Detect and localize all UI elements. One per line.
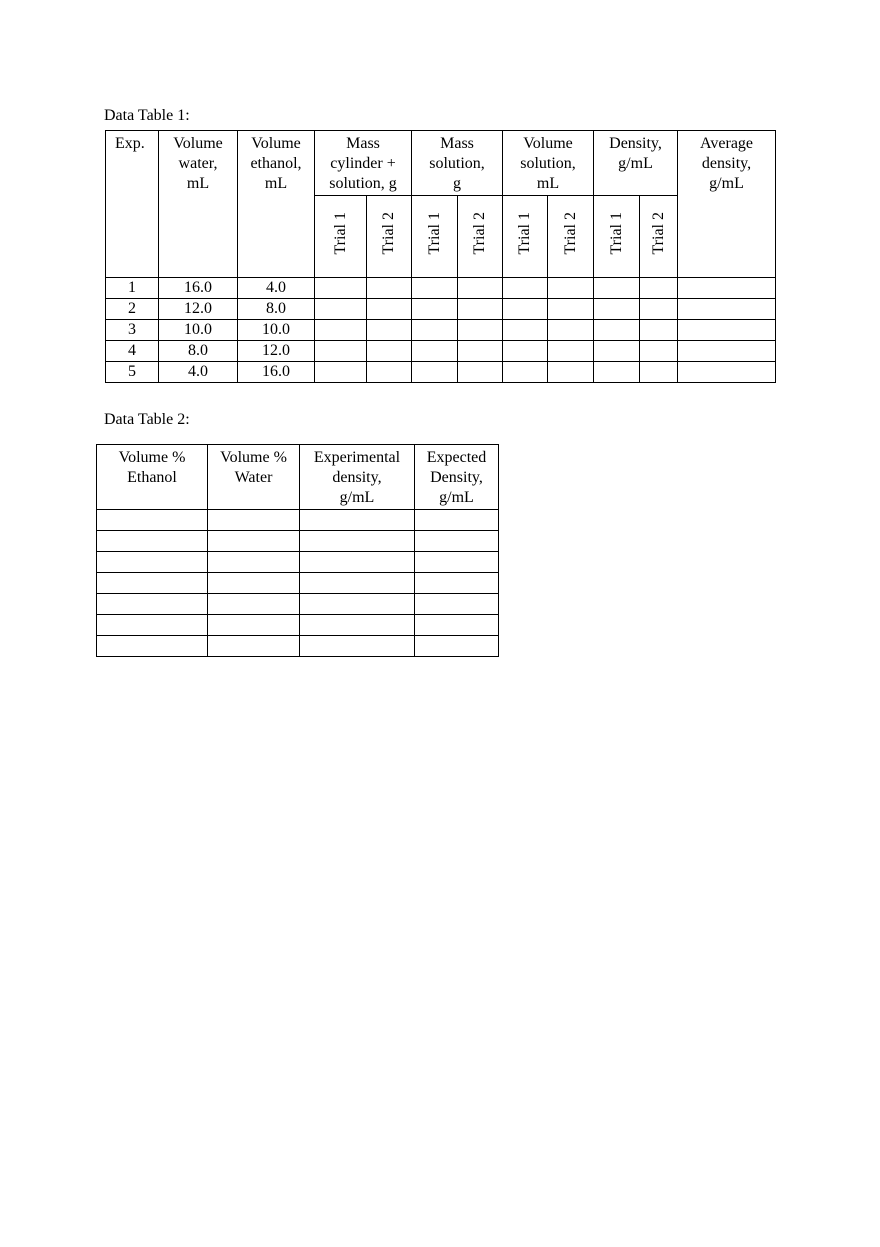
header-volume-water: Volume water, mL: [159, 131, 238, 278]
blank-cell[interactable]: [208, 552, 300, 573]
header-experimental-density: Experimental density, g/mL: [300, 445, 415, 510]
water-cell: 10.0: [159, 320, 238, 341]
blank-cell[interactable]: [678, 341, 776, 362]
trial-1-label: Trial 1: [594, 196, 640, 278]
blank-cell[interactable]: [412, 320, 458, 341]
blank-cell[interactable]: [678, 278, 776, 299]
header-mass-solution: Mass solution, g: [412, 131, 503, 196]
blank-cell[interactable]: [640, 341, 678, 362]
trial-2-label: Trial 2: [548, 196, 594, 278]
blank-cell[interactable]: [640, 299, 678, 320]
header-mass-cylinder-solution: Mass cylinder + solution, g: [315, 131, 412, 196]
blank-cell[interactable]: [415, 636, 499, 657]
blank-cell[interactable]: [300, 615, 415, 636]
table-row: [106, 278, 776, 299]
blank-cell[interactable]: [97, 510, 208, 531]
exp-cell: 1: [106, 278, 159, 299]
blank-cell[interactable]: [367, 278, 412, 299]
blank-cell[interactable]: [548, 278, 594, 299]
table-row: [97, 573, 499, 594]
data-table-2: [96, 444, 499, 657]
blank-cell[interactable]: [300, 573, 415, 594]
table1-caption: Data Table 1:: [104, 107, 190, 124]
blank-cell[interactable]: [315, 320, 367, 341]
blank-cell[interactable]: [208, 594, 300, 615]
water-cell: 16.0: [159, 278, 238, 299]
water-cell: 4.0: [159, 362, 238, 383]
blank-cell[interactable]: [97, 531, 208, 552]
blank-cell[interactable]: [208, 531, 300, 552]
table-row: [106, 299, 776, 320]
header-volume-ethanol: Volume ethanol, mL: [238, 131, 315, 278]
blank-cell[interactable]: [548, 362, 594, 383]
trial-2-label: Trial 2: [458, 196, 503, 278]
blank-cell[interactable]: [97, 636, 208, 657]
trial-1-label: Trial 1: [315, 196, 367, 278]
blank-cell[interactable]: [640, 320, 678, 341]
blank-cell[interactable]: [415, 594, 499, 615]
blank-cell[interactable]: [503, 278, 548, 299]
blank-cell[interactable]: [97, 552, 208, 573]
header-exp: Exp.: [106, 131, 159, 278]
data-table-1: [105, 130, 776, 383]
blank-cell[interactable]: [412, 278, 458, 299]
ethanol-cell: 12.0: [238, 341, 315, 362]
blank-cell[interactable]: [300, 552, 415, 573]
blank-cell[interactable]: [594, 278, 640, 299]
table2-caption: Data Table 2:: [104, 411, 190, 428]
blank-cell[interactable]: [412, 362, 458, 383]
blank-cell[interactable]: [678, 320, 776, 341]
blank-cell[interactable]: [300, 510, 415, 531]
blank-cell[interactable]: [503, 299, 548, 320]
trial-2-label: Trial 2: [367, 196, 412, 278]
table-row: [106, 341, 776, 362]
table-row: [97, 594, 499, 615]
trial-2-label: Trial 2: [640, 196, 678, 278]
blank-cell[interactable]: [300, 594, 415, 615]
blank-cell[interactable]: [315, 362, 367, 383]
blank-cell[interactable]: [415, 615, 499, 636]
trial-1-label: Trial 1: [412, 196, 458, 278]
table-row: [106, 320, 776, 341]
header-volume-solution: Volume solution, mL: [503, 131, 594, 196]
table-row: [106, 362, 776, 383]
blank-cell[interactable]: [97, 615, 208, 636]
table2-header-row: [97, 445, 499, 510]
trial-1-label: Trial 1: [503, 196, 548, 278]
blank-cell[interactable]: [503, 362, 548, 383]
blank-cell[interactable]: [315, 341, 367, 362]
blank-cell[interactable]: [503, 341, 548, 362]
blank-cell[interactable]: [458, 362, 503, 383]
blank-cell[interactable]: [640, 362, 678, 383]
water-cell: 12.0: [159, 299, 238, 320]
blank-cell[interactable]: [367, 320, 412, 341]
table-row: [97, 510, 499, 531]
header-expected-density: Expected Density, g/mL: [415, 445, 499, 510]
blank-cell[interactable]: [315, 278, 367, 299]
water-cell: 8.0: [159, 341, 238, 362]
header-volume-pct-water: Volume % Water: [208, 445, 300, 510]
blank-cell[interactable]: [548, 341, 594, 362]
blank-cell[interactable]: [412, 341, 458, 362]
header-density: Density, g/mL: [594, 131, 678, 196]
table-row: [97, 636, 499, 657]
exp-cell: 4: [106, 341, 159, 362]
table1-header-row: [106, 131, 776, 196]
blank-cell[interactable]: [208, 510, 300, 531]
ethanol-cell: 16.0: [238, 362, 315, 383]
blank-cell[interactable]: [415, 510, 499, 531]
blank-cell[interactable]: [415, 531, 499, 552]
ethanol-cell: 10.0: [238, 320, 315, 341]
blank-cell[interactable]: [300, 636, 415, 657]
blank-cell[interactable]: [594, 341, 640, 362]
blank-cell[interactable]: [300, 531, 415, 552]
blank-cell[interactable]: [208, 573, 300, 594]
blank-cell[interactable]: [315, 299, 367, 320]
blank-cell[interactable]: [415, 552, 499, 573]
blank-cell[interactable]: [367, 362, 412, 383]
exp-cell: 3: [106, 320, 159, 341]
blank-cell[interactable]: [412, 299, 458, 320]
blank-cell[interactable]: [458, 320, 503, 341]
ethanol-cell: 4.0: [238, 278, 315, 299]
header-volume-pct-ethanol: Volume % Ethanol: [97, 445, 208, 510]
blank-cell[interactable]: [640, 278, 678, 299]
table-row: [97, 531, 499, 552]
table-row: [97, 552, 499, 573]
blank-cell[interactable]: [594, 362, 640, 383]
blank-cell[interactable]: [458, 278, 503, 299]
blank-cell[interactable]: [503, 320, 548, 341]
blank-cell[interactable]: [594, 320, 640, 341]
blank-cell[interactable]: [208, 615, 300, 636]
blank-cell[interactable]: [97, 573, 208, 594]
table-row: [97, 615, 499, 636]
blank-cell[interactable]: [594, 299, 640, 320]
blank-cell[interactable]: [367, 299, 412, 320]
header-average-density: Average density, g/mL: [678, 131, 776, 278]
exp-cell: 5: [106, 362, 159, 383]
blank-cell[interactable]: [458, 299, 503, 320]
exp-cell: 2: [106, 299, 159, 320]
blank-cell[interactable]: [458, 341, 503, 362]
blank-cell[interactable]: [678, 362, 776, 383]
ethanol-cell: 8.0: [238, 299, 315, 320]
blank-cell[interactable]: [208, 636, 300, 657]
blank-cell[interactable]: [548, 299, 594, 320]
blank-cell[interactable]: [367, 341, 412, 362]
blank-cell[interactable]: [97, 594, 208, 615]
blank-cell[interactable]: [678, 299, 776, 320]
blank-cell[interactable]: [415, 573, 499, 594]
blank-cell[interactable]: [548, 320, 594, 341]
